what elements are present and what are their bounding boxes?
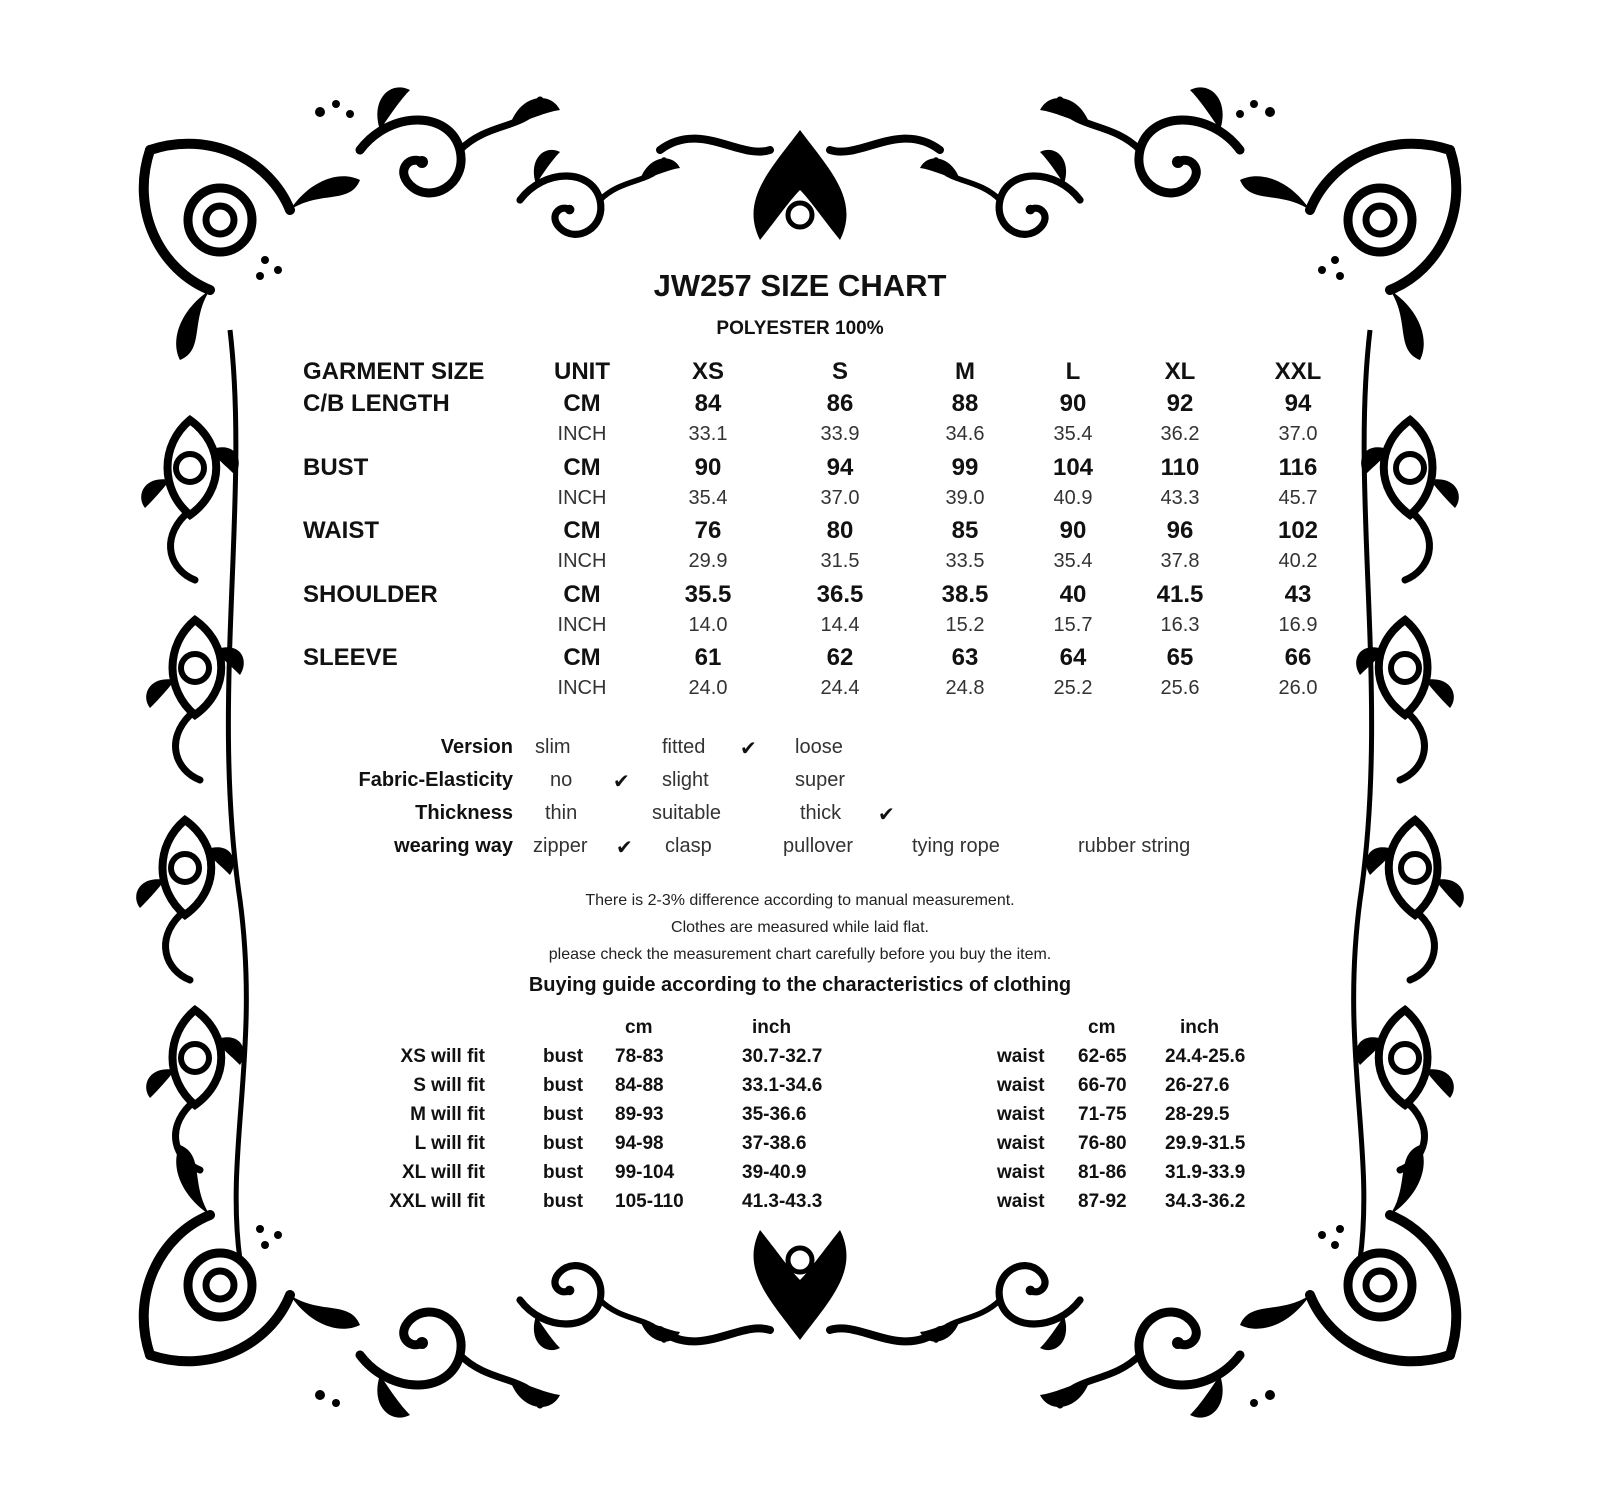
guide-waist-inch: 28-29.5 — [1165, 1104, 1230, 1125]
measurement-name: C/B LENGTH — [303, 390, 450, 417]
unit-cm: CM — [563, 644, 601, 671]
measurement-name: WAIST — [303, 517, 379, 544]
value-cm: 76 — [694, 517, 722, 544]
guide-part-bust: bust — [543, 1133, 584, 1154]
header-size-0: XS — [691, 358, 724, 385]
header-garment-size: GARMENT SIZE — [303, 358, 485, 385]
property-option: rubber string — [1078, 835, 1191, 857]
value-cm: 43 — [1284, 580, 1312, 608]
value-cm: 88 — [951, 390, 979, 417]
value-inch: 29.9 — [688, 550, 728, 572]
value-inch: 33.1 — [688, 423, 728, 445]
guide-size-label: M will fit — [410, 1104, 485, 1125]
guide-part-bust: bust — [543, 1104, 584, 1125]
property-option: loose — [795, 736, 843, 758]
guide-bust-cm: 89-93 — [615, 1104, 664, 1125]
property-label: Fabric-Elasticity — [358, 769, 513, 791]
guide-bust-inch: 30.7-32.7 — [742, 1046, 823, 1067]
guide-size-label: XL will fit — [401, 1162, 485, 1183]
property-label: Version — [440, 736, 513, 758]
value-cm: 94 — [826, 453, 854, 481]
property-option: zipper — [533, 835, 588, 857]
value-cm: 66 — [1284, 644, 1312, 671]
page-title: JW257 SIZE CHART — [653, 268, 947, 303]
unit-cm: CM — [563, 517, 601, 544]
unit-cm: CM — [563, 580, 601, 608]
guide-waist-inch: 31.9-33.9 — [1165, 1162, 1246, 1183]
measurement-name: BUST — [303, 453, 369, 481]
unit-cm: CM — [563, 390, 601, 417]
unit-inch: INCH — [557, 423, 607, 445]
guide-part-waist: waist — [997, 1162, 1045, 1183]
value-cm: 96 — [1166, 517, 1194, 544]
guide-bust-cm: 84-88 — [615, 1075, 664, 1096]
property-option: fitted — [662, 736, 706, 758]
value-cm: 84 — [694, 390, 722, 417]
guide-col-inch-right: inch — [1180, 1017, 1220, 1038]
value-inch: 25.6 — [1160, 677, 1200, 699]
property-option: thick — [800, 802, 842, 824]
value-inch: 36.2 — [1160, 423, 1200, 445]
guide-waist-inch: 29.9-31.5 — [1165, 1133, 1246, 1154]
value-inch: 37.0 — [1278, 423, 1318, 445]
value-cm: 99 — [951, 453, 979, 481]
property-option: suitable — [652, 802, 721, 824]
value-cm: 94 — [1284, 390, 1312, 417]
value-cm: 102 — [1277, 517, 1319, 544]
check-icon: ✔ — [616, 837, 633, 859]
guide-col-cm-right: cm — [1088, 1017, 1116, 1038]
value-inch: 45.7 — [1278, 486, 1318, 509]
value-inch: 14.4 — [820, 613, 860, 636]
guide-size-label: L will fit — [414, 1133, 485, 1154]
guide-size-label: XXL will fit — [389, 1191, 485, 1212]
value-inch: 37.8 — [1160, 550, 1200, 572]
guide-bust-cm: 105-110 — [615, 1191, 684, 1212]
guide-bust-inch: 35-36.6 — [742, 1104, 807, 1125]
guide-col-cm-left: cm — [625, 1017, 653, 1038]
header-size-4: XL — [1164, 358, 1196, 385]
guide-part-waist: waist — [997, 1104, 1045, 1125]
header-size-5: XXL — [1274, 358, 1322, 385]
property-option: thin — [545, 802, 578, 824]
value-inch: 16.9 — [1278, 613, 1318, 636]
page-subtitle: POLYESTER 100% — [716, 318, 884, 339]
guide-waist-cm: 71-75 — [1078, 1104, 1127, 1125]
guide-part-bust: bust — [543, 1162, 584, 1183]
value-cm: 90 — [1059, 390, 1087, 417]
guide-waist-inch: 34.3-36.2 — [1165, 1191, 1246, 1212]
property-label: wearing way — [394, 835, 513, 857]
value-inch: 24.0 — [688, 677, 728, 699]
value-inch: 33.5 — [945, 550, 985, 572]
guide-part-waist: waist — [997, 1075, 1045, 1096]
value-cm: 35.5 — [684, 580, 732, 608]
value-inch: 40.9 — [1053, 486, 1093, 509]
value-cm: 80 — [826, 517, 854, 544]
guide-waist-cm: 62-65 — [1078, 1046, 1127, 1067]
guide-part-waist: waist — [997, 1133, 1045, 1154]
property-option: clasp — [665, 835, 712, 857]
value-cm: 110 — [1160, 453, 1200, 481]
value-cm: 40 — [1059, 580, 1087, 608]
guide-part-bust: bust — [543, 1075, 584, 1096]
property-label: Thickness — [415, 802, 513, 824]
value-inch: 15.2 — [945, 613, 985, 636]
guide-waist-cm: 76-80 — [1078, 1133, 1127, 1154]
value-cm: 38.5 — [941, 580, 989, 608]
property-option: no — [550, 769, 573, 791]
guide-bust-cm: 99-104 — [615, 1162, 675, 1183]
value-inch: 15.7 — [1053, 613, 1093, 636]
value-inch: 34.6 — [945, 423, 985, 445]
value-cm: 90 — [1059, 517, 1087, 544]
guide-waist-inch: 26-27.6 — [1165, 1075, 1230, 1096]
guide-bust-cm: 78-83 — [615, 1046, 664, 1067]
property-option: tying rope — [912, 835, 1000, 857]
value-inch: 37.0 — [820, 486, 860, 509]
value-inch: 16.3 — [1160, 613, 1200, 636]
guide-waist-cm: 66-70 — [1078, 1075, 1127, 1096]
value-inch: 35.4 — [1053, 423, 1093, 445]
unit-inch: INCH — [557, 550, 607, 572]
guide-bust-inch: 41.3-43.3 — [742, 1191, 823, 1212]
value-inch: 39.0 — [945, 486, 985, 509]
value-inch: 33.9 — [820, 423, 860, 445]
property-option: slight — [662, 769, 709, 791]
value-inch: 26.0 — [1278, 677, 1318, 699]
guide-waist-cm: 81-86 — [1078, 1162, 1127, 1183]
guide-size-label: XS will fit — [400, 1046, 485, 1067]
value-cm: 92 — [1166, 390, 1194, 417]
value-inch: 31.5 — [820, 550, 860, 572]
property-option: slim — [535, 736, 571, 758]
value-inch: 24.8 — [945, 677, 985, 699]
guide-bust-cm: 94-98 — [615, 1133, 664, 1154]
buying-guide-title: Buying guide according to the characteristics of clothing — [528, 974, 1072, 996]
value-cm: 104 — [1052, 453, 1094, 481]
property-option: pullover — [783, 835, 854, 857]
guide-waist-cm: 87-92 — [1078, 1191, 1127, 1212]
unit-cm: CM — [563, 453, 601, 481]
guide-bust-inch: 33.1-34.6 — [742, 1075, 823, 1096]
measurement-name: SHOULDER — [303, 580, 438, 608]
note-line-2: Clothes are measured while laid flat. — [671, 919, 929, 936]
value-cm: 62 — [826, 644, 854, 671]
guide-waist-inch: 24.4-25.6 — [1165, 1046, 1246, 1067]
check-icon: ✔ — [878, 804, 895, 826]
value-inch: 25.2 — [1053, 677, 1093, 699]
value-inch: 14.0 — [688, 613, 728, 636]
guide-part-bust: bust — [543, 1046, 584, 1067]
property-option: super — [795, 769, 846, 791]
value-cm: 63 — [951, 644, 979, 671]
value-inch: 35.4 — [1053, 550, 1093, 572]
value-cm: 65 — [1166, 644, 1194, 671]
guide-size-label: S will fit — [413, 1075, 485, 1096]
measurement-name: SLEEVE — [303, 644, 398, 671]
value-cm: 90 — [694, 453, 722, 481]
unit-inch: INCH — [557, 486, 607, 509]
note-line-1: There is 2-3% difference according to manual measurement. — [585, 892, 1015, 909]
value-cm: 116 — [1278, 453, 1318, 481]
unit-inch: INCH — [557, 613, 607, 636]
header-size-3: L — [1065, 358, 1081, 385]
value-cm: 41.5 — [1156, 580, 1204, 608]
value-inch: 35.4 — [688, 486, 728, 509]
value-cm: 61 — [694, 644, 722, 671]
guide-part-waist: waist — [997, 1046, 1045, 1067]
value-inch: 24.4 — [820, 677, 860, 699]
check-icon: ✔ — [613, 771, 630, 793]
header-size-2: M — [955, 358, 975, 385]
value-cm: 85 — [951, 517, 979, 544]
value-inch: 43.3 — [1160, 486, 1200, 509]
header-unit: UNIT — [554, 358, 610, 385]
header-size-1: S — [831, 358, 848, 385]
value-inch: 40.2 — [1278, 550, 1318, 572]
value-cm: 36.5 — [816, 580, 864, 608]
value-cm: 64 — [1059, 644, 1087, 671]
guide-bust-inch: 37-38.6 — [742, 1133, 807, 1154]
note-line-3: please check the measurement chart carefully before you buy the item. — [548, 946, 1052, 963]
guide-bust-inch: 39-40.9 — [742, 1162, 807, 1183]
guide-part-waist: waist — [997, 1191, 1045, 1212]
guide-part-bust: bust — [543, 1191, 584, 1212]
value-cm: 86 — [826, 390, 854, 417]
check-icon: ✔ — [740, 738, 757, 760]
guide-col-inch-left: inch — [752, 1017, 792, 1038]
unit-inch: INCH — [557, 677, 607, 699]
